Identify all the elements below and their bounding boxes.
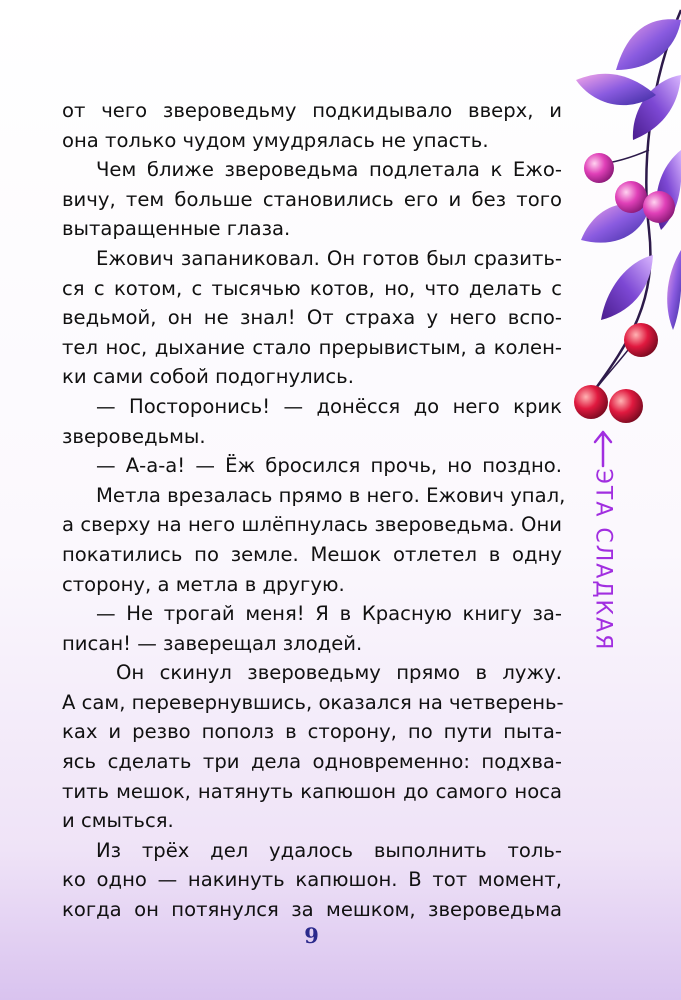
text-line: а сверху на него шлёпнулась звероведьма. Они [62, 513, 562, 537]
text-line: вичу, тем больше становились его и без того [62, 187, 562, 211]
paragraph [62, 599, 562, 658]
text-line: Ежович запаниковал. Он готов был сразить- [96, 246, 562, 270]
text-line: тить мешок, натянуть капюшон до самого носа [62, 779, 562, 803]
text-line: когда он потянулся за мешком, звероведьма [62, 898, 562, 922]
paragraph [62, 481, 566, 599]
text-line: писан! — заверещал злодей. [62, 631, 363, 655]
text-line: ки сами собой подогнулись. [62, 365, 354, 389]
text-line: Метла врезалась прямо в него. Ежович упал, [96, 483, 566, 507]
text-line: покатились по земле. Мешок отлетел в одну [62, 542, 562, 566]
text-line: и смыться. [62, 809, 174, 833]
paragraph [62, 451, 562, 481]
text-line: звероведьмы. [62, 424, 206, 448]
text-line: ко одно — накинуть капюшон. В тот момент, [62, 868, 562, 892]
text-line: ках и резво пополз в сторону, по пути пыта- [62, 720, 562, 744]
text-line: Чем ближе звероведьма подлетала к Ежо- [96, 158, 562, 182]
paragraph [62, 658, 562, 836]
paragraph [62, 836, 562, 925]
text-line: она только чудом умудрялась не упасть. [62, 128, 489, 152]
text-line: — Не трогай меня! Я в Красную книгу за- [96, 602, 562, 626]
text-line: от чего звероведьму подкидывало вверх, и [62, 99, 562, 122]
story-text [62, 96, 566, 925]
paragraph [62, 244, 562, 392]
text-line: ся с котом, с тысячью котов, но, что делать с [62, 276, 562, 300]
paragraph [62, 96, 562, 155]
text-line: сторону, а метла в другую. [62, 572, 345, 596]
page-number: 9 [304, 923, 319, 948]
side-caption-text: ЭТА СЛАДКАЯ [590, 468, 616, 652]
paragraph [62, 155, 562, 244]
text-line: Из трёх дел удалось выполнить толь- [96, 838, 562, 862]
text-line: А сам, перевернувшись, оказался на четверень- [62, 690, 564, 714]
text-line: вытаращенные глаза. [62, 217, 291, 241]
text-line: — А-а-а! — Ёж бросился прочь, но поздно. [96, 454, 562, 478]
text-line: ясь сделать три дела одновременно: подхва- [62, 750, 562, 774]
text-line: — Посторонись! — донёсся до него крик [96, 394, 562, 418]
paragraph [62, 392, 562, 451]
text-line: Он скинул звероведьму прямо в лужу. [116, 661, 562, 685]
text-line: ведьмой, он не знал! От страха у него вспо- [62, 306, 562, 330]
text-line: тел нос, дыхание стало прерывистым, а колен- [62, 335, 562, 359]
side-caption [578, 430, 628, 690]
